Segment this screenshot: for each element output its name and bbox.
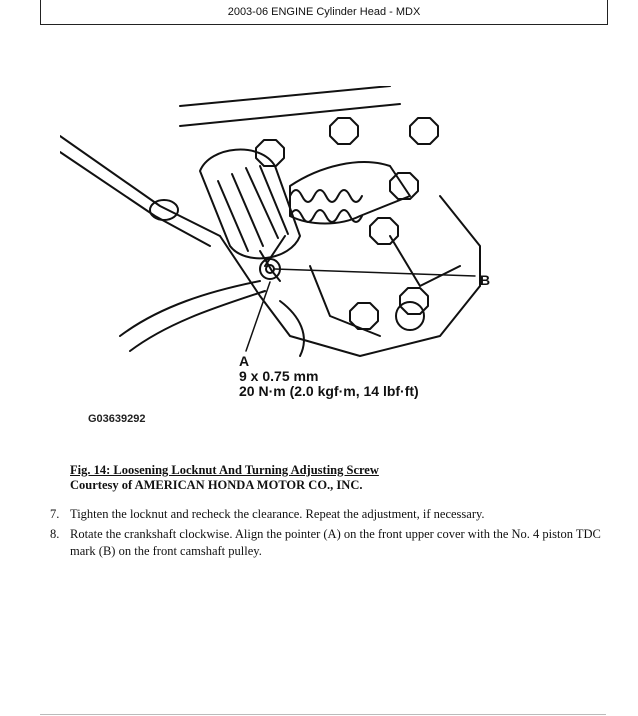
step-text: Rotate the crankshaft clockwise. Align the pointer (A) on the front upper cover with the No. 4 piston TDC mark (B) on the front camshaft pulley. [70,527,601,558]
callout-a: A [239,353,250,369]
step-number: 8. [50,527,60,541]
figure-caption [70,463,379,493]
list-item [50,506,610,523]
header-title: 2003-06 ENGINE Cylinder Head - MDX [227,6,421,18]
screwdriver-handle [200,150,300,259]
procedure-steps [50,506,610,563]
lower-wrench [120,281,260,336]
caption-title: Fig. 14: Loosening Locknut And Turning Adjusting Screw [70,463,379,477]
spec-torque: 20 N·m (2.0 kgf·m, 14 lbf·ft) [239,383,419,399]
figure-code: G03639292 [88,413,146,425]
valve-spring [290,190,362,202]
cylinder-head [220,236,480,356]
step-number: 7. [50,507,60,521]
caption-courtesy: Courtesy of AMERICAN HONDA MOTOR CO., INC. [70,478,363,492]
step-text: Tighten the locknut and recheck the clearance. Repeat the adjustment, if necessary. [70,507,485,521]
spec-thread: 9 x 0.75 mm [239,368,319,384]
page-header [40,0,608,25]
torque-spec [239,369,419,399]
rocker-shaft [180,86,390,106]
page-divider [40,714,606,715]
callout-b: B [480,272,491,288]
list-item [50,526,610,560]
wrench-handle [60,136,220,236]
